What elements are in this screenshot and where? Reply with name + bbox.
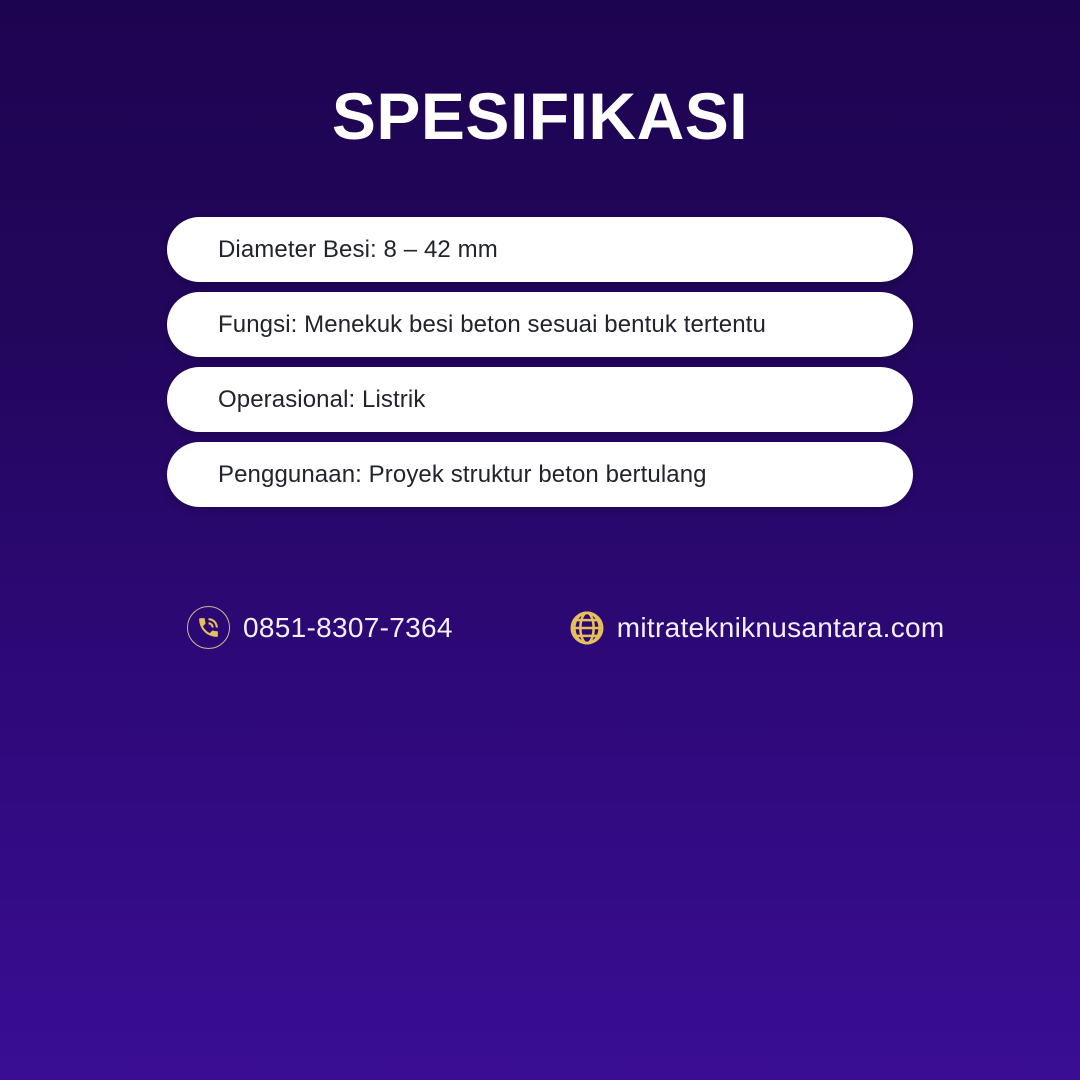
spec-card-diameter (167, 217, 913, 282)
page-title: SPESIFIKASI (331, 79, 749, 153)
spec-card-penggunaan (167, 442, 913, 507)
phone-number: 0851-8307-7364 (243, 611, 453, 643)
website-url: mitratekniknusantara.com (616, 611, 945, 643)
website-contact (568, 609, 945, 647)
spec-list (167, 217, 913, 507)
spec-card-text: Fungsi: Menekuk besi beton sesuai bentuk tertentu (218, 310, 766, 338)
phone-contact (187, 606, 453, 649)
spec-card-text: Diameter Besi: 8 – 42 mm (218, 235, 498, 263)
contact-row (187, 606, 945, 649)
spec-card-operasional (167, 367, 913, 432)
globe-icon (568, 609, 606, 647)
phone-icon (187, 606, 230, 649)
spec-card-text: Penggunaan: Proyek struktur beton bertulang (218, 460, 707, 488)
spec-card-text: Operasional: Listrik (218, 385, 426, 413)
spec-card-fungsi (167, 292, 913, 357)
